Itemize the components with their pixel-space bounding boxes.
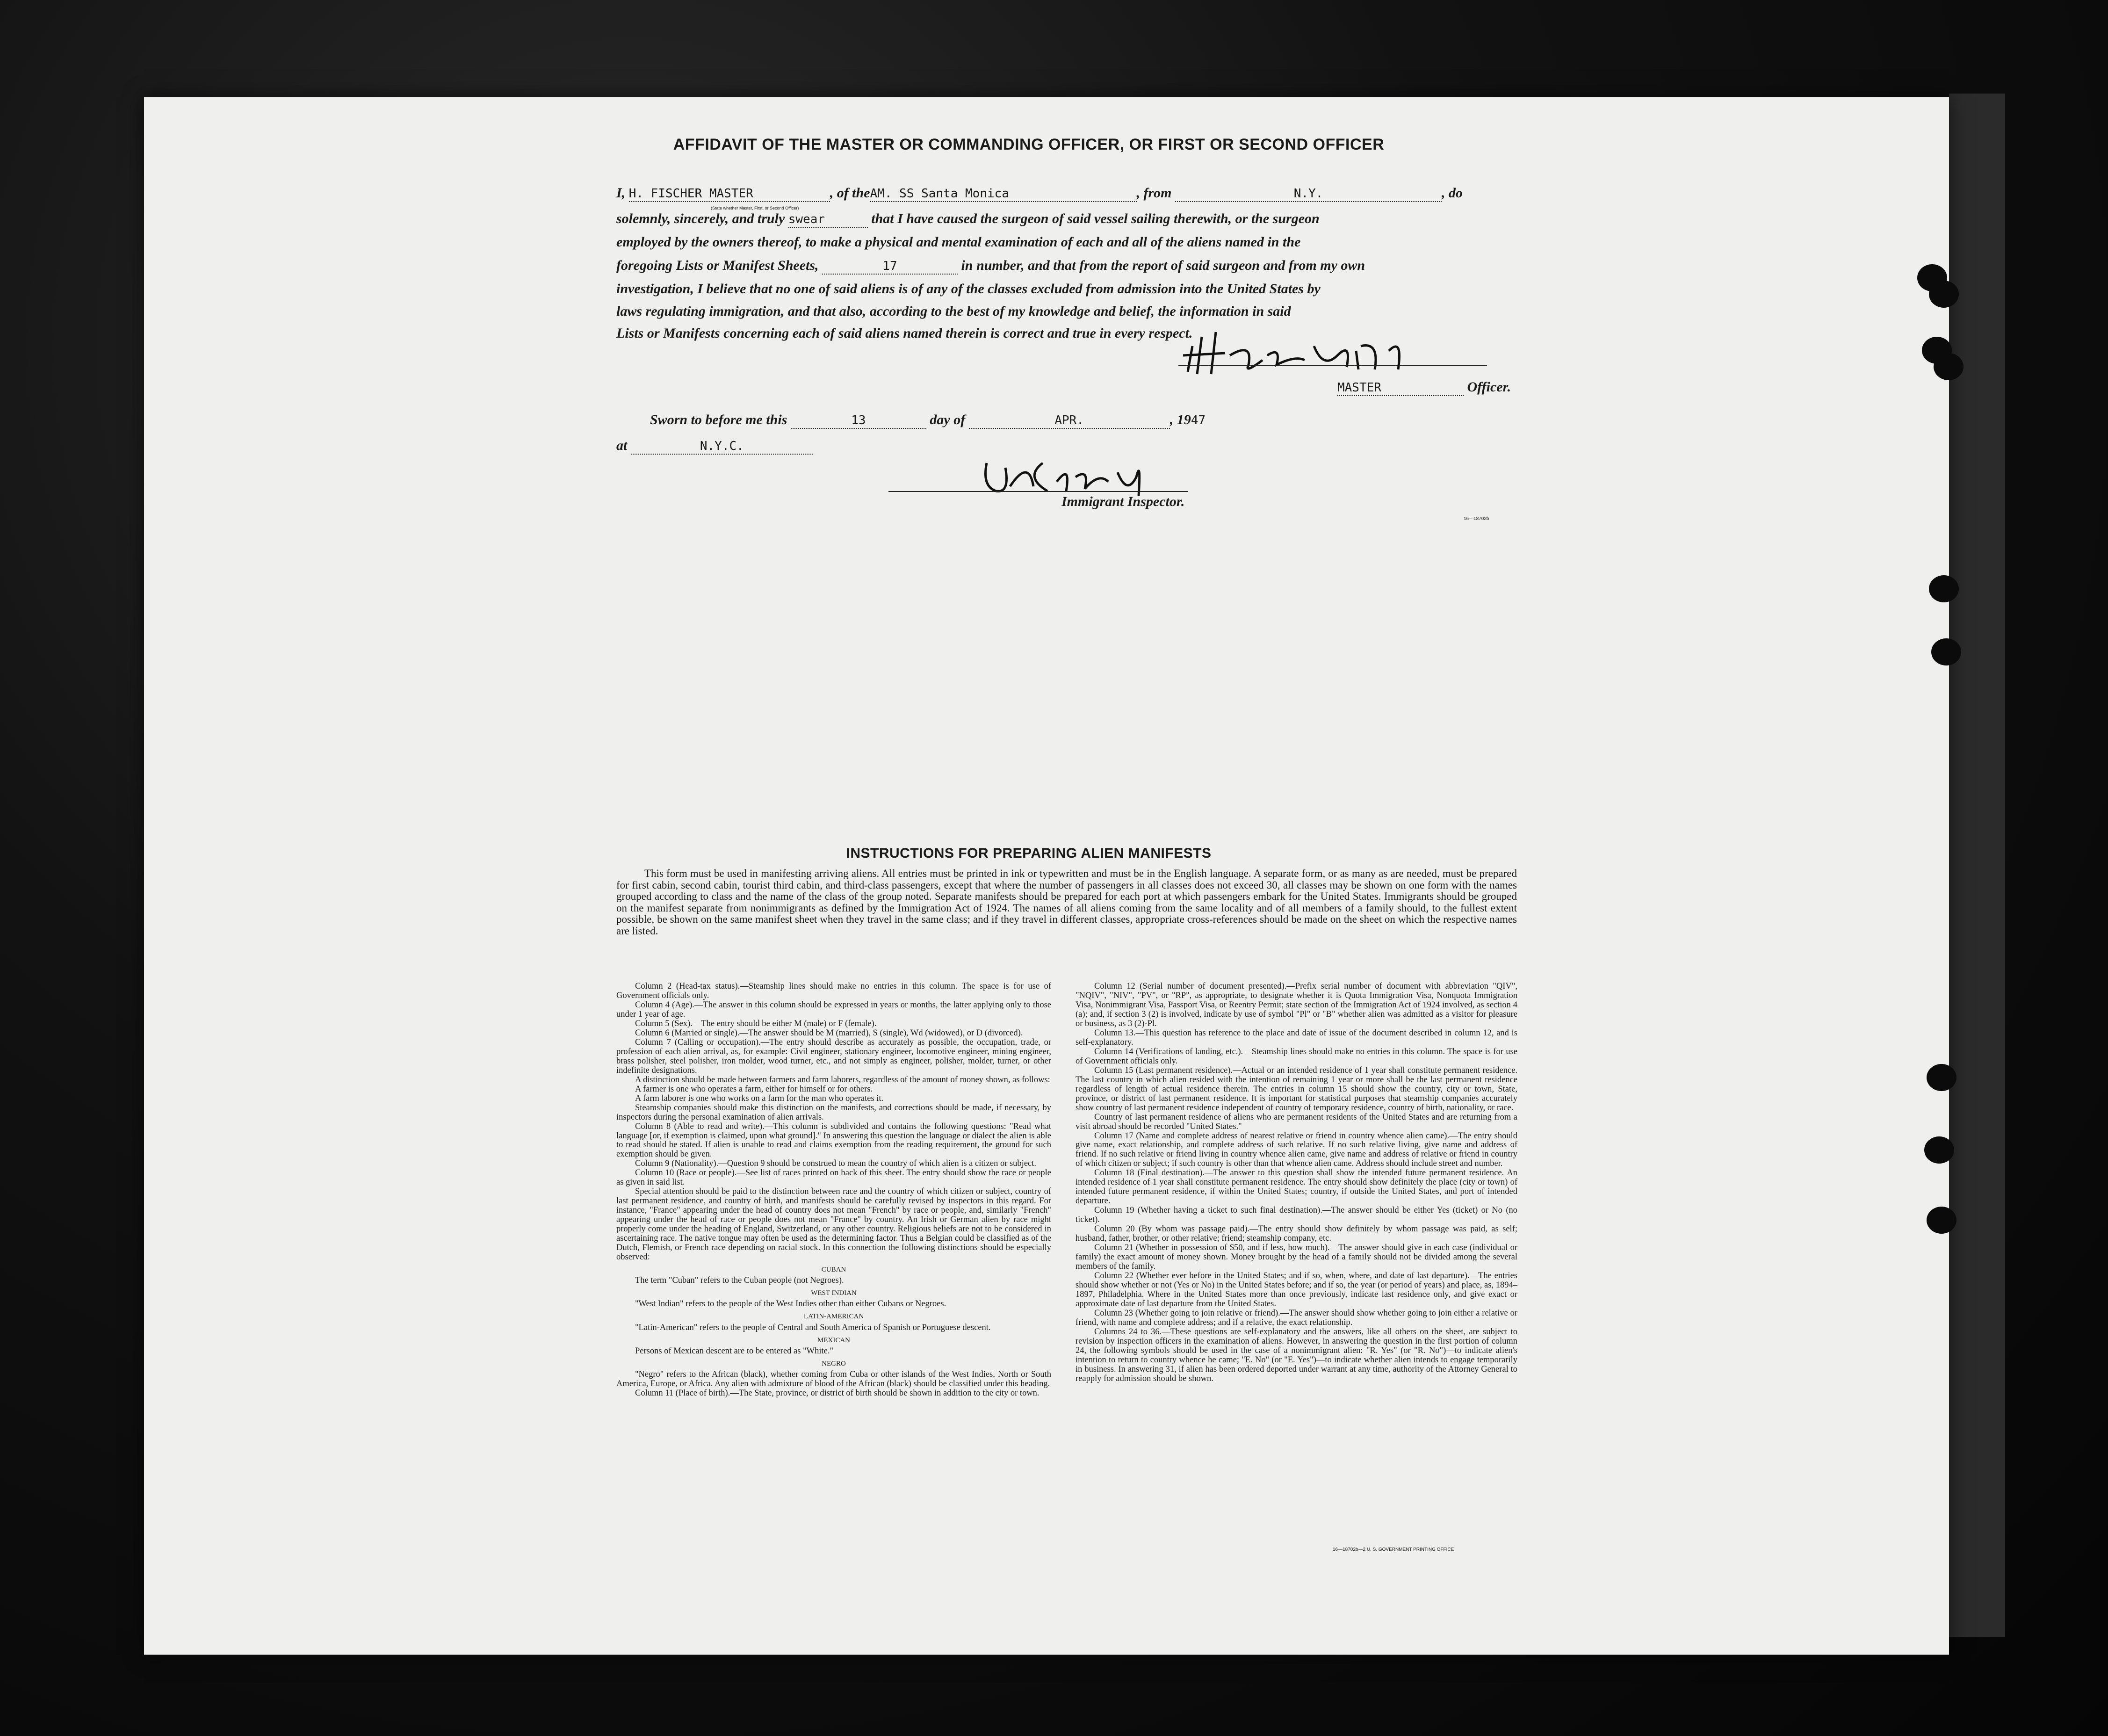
affidavit-line-6: laws regulating immigration, and that also, according to the best of my knowledge and belief, the information in said bbox=[616, 304, 1291, 319]
punch-hole bbox=[1924, 1136, 1954, 1164]
text: , 19 bbox=[1170, 412, 1191, 427]
sworn-line bbox=[650, 412, 1206, 429]
affidavit-line-5: investigation, I believe that no one of said aliens is of any of the classes excluded from admission into the United States by bbox=[616, 281, 1321, 297]
punch-hole bbox=[1927, 1207, 1956, 1234]
paragraph: A farmer is one who operates a farm, either for himself or for others. bbox=[635, 1084, 873, 1094]
affidavit-title: AFFIDAVIT OF THE MASTER OR COMMANDING OFFICER, OR FIRST OR SECOND OFFICER bbox=[673, 136, 1385, 153]
text: day of bbox=[930, 412, 966, 427]
heading-cuban: CUBAN bbox=[821, 1266, 846, 1274]
heading-west-indian: WEST INDIAN bbox=[811, 1289, 857, 1297]
paragraph: Column 14 (Verifications of landing, etc.).—Steamship lines should make no entries in this column. The space is for use of Government officials only. bbox=[1076, 1047, 1517, 1066]
instructions-title: INSTRUCTIONS FOR PREPARING ALIEN MANIFESTS bbox=[846, 846, 1212, 861]
affidavit-line-3: employed by the owners thereof, to make a physical and mental examination of each and all of the aliens named in the bbox=[616, 234, 1301, 250]
text: in number, and that from the report of said surgeon and from my own bbox=[961, 258, 1365, 273]
paragraph: Column 20 (By whom was passage paid).—The entry should show definitely by whom passage was paid, as self; husband, father, brother, or other relative; friend; steamship company, etc. bbox=[1076, 1224, 1517, 1244]
text: Sworn to before me this bbox=[650, 412, 787, 427]
paragraph: Column 17 (Name and complete address of nearest relative or friend in country whence alien came).—The entry should give name, exact relationship, and complete address of such relative. If no such relative living, give name and address of friend. If no such relative or friend living in country whence alien came, give name and address of relative or friend in country of which citizen or subject; if such country is other than that whence alien came. Address should include street and number. bbox=[1076, 1131, 1517, 1169]
heading-mexican: MEXICAN bbox=[817, 1336, 850, 1344]
form-number: 16—18702b bbox=[1464, 516, 1489, 521]
text: foregoing Lists or Manifest Sheets, bbox=[616, 258, 819, 273]
paragraph: Column 5 (Sex).—The entry should be either M (male) or F (female). bbox=[635, 1019, 877, 1028]
paragraph: Steamship companies should make this distinction on the manifests, and corrections should be made, if necessary, by inspectors during the personal examination of alien arrivals. bbox=[616, 1103, 1051, 1122]
paragraph: Columns 24 to 36.—These questions are self-explanatory and the answers, like all others on the sheet, are subject to revision by inspection officers in the examination of aliens. However, in answering the question in the first portion of column 24, the following symbols should be used in the case of a nonimmigrant alien: "R. Yes" (or "R. No")—to indicate alien's intention to return to country whence he came; "E. No" (or "E. Yes")—to indicate whether alien intends to engage temporarily in business. In answering 31, if alien has been ordered deported under warrant at any time, authority of the Attorney General to reapply for admission should be shown. bbox=[1076, 1327, 1517, 1383]
sworn-place-field: N.Y.C. bbox=[631, 439, 813, 455]
paragraph: "West Indian" refers to the people of the West Indies other than either Cubans or Negroes. bbox=[635, 1299, 946, 1309]
paragraph: Column 18 (Final destination).—The answer to this question shall show the intended future permanent residence. An intended residence of 1 year shall constitute permanent residence. The entry should show definitely the place (city or town) of intended future permanent residence, if within the United States; country, if outside the United States, and port of intended departure. bbox=[1076, 1168, 1517, 1206]
punch-hole bbox=[1934, 353, 1964, 380]
heading-latin-american: LATIN-AMERICAN bbox=[803, 1313, 864, 1321]
text: at bbox=[616, 438, 628, 453]
master-signature bbox=[1174, 327, 1496, 379]
text: , from bbox=[1136, 185, 1172, 201]
oath-type-field: swear bbox=[788, 212, 868, 228]
paragraph: Column 21 (Whether in possession of $50, and if less, how much).—The answer should give in each case (individual or family) the exact amount of money shown. Money brought by the head of a family should not be divided among the several members of the family. bbox=[1076, 1243, 1517, 1272]
paragraph: Column 23 (Whether going to join relative or friend).—The answer should show whether going to join either a relative or friend, with name and complete address; and if a relative, the exact relationship. bbox=[1076, 1308, 1517, 1327]
sworn-year-field: 47 bbox=[1191, 413, 1206, 427]
vessel-field: AM. SS Santa Monica bbox=[870, 187, 1137, 202]
affidavit-line-7: Lists or Manifests concerning each of said aliens named therein is correct and true in every respect. bbox=[616, 326, 1193, 341]
paragraph: Column 15 (Last permanent residence).—Actual or an intended residence of 1 year shall constitute permanent residence. The last country in which alien resided with the intention of remaining 1 year or more shall be the last permanent residence regardless of length of actual residence therein. The entries in column 15 should show the country, city or town, State, province, or district of last permanent residence. It is important for statistical purposes that steamship companies accurately show country of last permanent residence independent of country of temporary residence, country of birth, nationality, or race. bbox=[1076, 1065, 1517, 1113]
paragraph: Special attention should be paid to the distinction between race and the country of which citizen or subject, country of last permanent residence, and country of birth, and manifests should be carefully revised by inspectors in this regard. For instance, "France" appearing under the head of country does not mean "French" by race or people, and, similarly "French" appearing under the head of race or people does not mean "France" by country. An Irish or German alien by race might properly come under the heading of England, Switzerland, or any other country. Religious beliefs are not to be considered in ascertaining race. The native tongue may often be used as the determining factor. Thus a Belgian could be classified as of the Dutch, Flemish, or French race depending on racial stock. In this connection the following distinctions should be especially observed: bbox=[616, 1187, 1051, 1262]
paragraph: Country of last permanent residence of aliens who are permanent residents of the United States and are returning from a visit abroad should be recorded "United States." bbox=[1076, 1112, 1517, 1131]
officer-name-field: H. FISCHER MASTER bbox=[629, 187, 830, 202]
paragraph: Column 4 (Age).—The answer in this column should be expressed in years or months, the latter applying only to those under 1 year of age. bbox=[616, 1000, 1051, 1019]
punch-hole bbox=[1929, 281, 1959, 308]
sworn-place-line bbox=[616, 437, 813, 455]
paragraph: "Latin-American" refers to the people of Central and South America of Spanish or Portuguese descent. bbox=[635, 1323, 991, 1332]
paragraph: Persons of Mexican descent are to be entered as "White." bbox=[635, 1346, 834, 1356]
officer-title-field: MASTER bbox=[1337, 381, 1464, 396]
paragraph: Column 9 (Nationality).—Question 9 should be construed to mean the country of which alien is a citizen or subject. bbox=[635, 1159, 1037, 1169]
affidavit-line-1 bbox=[616, 185, 1463, 202]
paragraph: Column 2 (Head-tax status).—Steamship lines should make no entries in this column. The space is for use of Government officials only. bbox=[616, 982, 1051, 1000]
from-port-field: N.Y. bbox=[1175, 187, 1442, 202]
inspector-label: Immigrant Inspector. bbox=[1061, 494, 1185, 509]
text: , of the bbox=[830, 185, 870, 201]
sworn-month-field: APR. bbox=[969, 413, 1170, 429]
text: solemnly, sincerely, and truly bbox=[616, 211, 785, 226]
instructions-intro: This form must be used in manifesting arriving aliens. All entries must be printed in ink or typewritten and must be in the English language. A separate form, or as many as are needed, must be prepared for first cabin, second cabin, tourist third cabin, and third-class passengers, except that where the number of passengers in all classes does not exceed 30, all classes may be shown on one form with the names grouped according to class and the name of the class of the group noted. Separate manifests should be prepared for each port at which passengers embark for the United States. Immigrants should be grouped on the manifest separate from nonimmigrants as defined by the Immigration Act of 1924. The names of all aliens coming from the same locality and of all members of a family should, to the fullest extent possible, be shown on the same manifest sheet when they travel in the same class; and if they travel in different classes, appropriate cross-references should be made on the sheet on which the respective names are listed. bbox=[616, 868, 1517, 937]
paragraph: "Negro" refers to the African (black), whether coming from Cuba or other islands of the West Indies, North or South America, Europe, or Africa. Any alien with admixture of blood of the African (black) should be classified under this heading. bbox=[616, 1369, 1051, 1389]
paragraph: Column 8 (Able to read and write).—This column is subdivided and contains the following questions: "Read what language [or, if exemption is claimed, upon what ground]." In answering this question the language or dialect the alien is able to read should be stated. If alien is unable to read and claims exemption from the reading requirement, the ground for such exemption should be given. bbox=[616, 1121, 1052, 1159]
paragraph: Column 13.—This question has reference to the place and date of issue of the document described in column 12, and is self-explanatory. bbox=[1076, 1028, 1517, 1047]
affidavit-line-2 bbox=[616, 210, 1320, 228]
punch-hole bbox=[1931, 638, 1961, 665]
text: I, bbox=[616, 185, 626, 201]
paragraph: A distinction should be made between farmers and farm laborers, regardless of the amount of money shown, as follows: bbox=[635, 1075, 1050, 1085]
signature-line bbox=[1178, 365, 1487, 366]
paragraph: Column 22 (Whether ever before in the United States; and if so, when, where, and date of last departure).—The entries should show whether or not (Yes or No) in the United States before; and if so, the year (or period of years) and place, as, 1894–1897, Philadelphia. Where in the United States more than once previously, indicate last residence only, and give exact or approximate date of last departure from the United States. bbox=[1076, 1271, 1517, 1309]
officer-title-line bbox=[1337, 379, 1511, 396]
affidavit-line-4 bbox=[616, 257, 1365, 275]
paragraph: Column 6 (Married or single).—The answer should be M (married), S (single), Wd (widowed), or D (divorced). bbox=[635, 1028, 1023, 1038]
sheet-count-field: 17 bbox=[822, 259, 958, 275]
text: Officer. bbox=[1467, 379, 1511, 395]
printing-office-footer: 16—18702b—2 U. S. GOVERNMENT PRINTING OFFICE bbox=[1333, 1547, 1454, 1552]
paragraph: A farm laborer is one who works on a farm for the man who operates it. bbox=[635, 1093, 884, 1103]
punch-hole bbox=[1927, 1064, 1956, 1091]
inspector-line bbox=[888, 491, 1188, 492]
text: that I have caused the surgeon of said vessel sailing therewith, or the surgeon bbox=[871, 211, 1320, 226]
state-rank-note: (State whether Master, First, or Second Officer) bbox=[711, 206, 799, 210]
paper-edge bbox=[1949, 94, 2005, 1637]
paragraph: Column 7 (Calling or occupation).—The entry should describe as accurately as possible, the occupation, trade, or profession of each alien arrival, as, for example: Civil engineer, stationary engineer, locomotive engineer, mining engineer, brass polisher, steel polisher, iron molder, wood turner, etc., and not simply as engineer, polisher, molder, turner, or other indefinite designations. bbox=[616, 1037, 1051, 1075]
paragraph: Column 10 (Race or people).—See list of races printed on back of this sheet. The entry should show the race or people as given in said list. bbox=[616, 1168, 1051, 1187]
instructions-left-column bbox=[616, 982, 1051, 1398]
paragraph: Column 19 (Whether having a ticket to such final destination).—The answer should be either Yes (ticket) or No (no ticket). bbox=[1076, 1206, 1517, 1225]
inspector-signature bbox=[977, 449, 1174, 500]
text: , do bbox=[1442, 185, 1463, 201]
sworn-day-field: 13 bbox=[791, 413, 926, 429]
paragraph: Column 11 (Place of birth).—The State, province, or district of birth should be shown in addition to the city or town. bbox=[635, 1388, 1040, 1398]
heading-negro: NEGRO bbox=[822, 1360, 846, 1367]
paragraph: Column 12 (Serial number of document presented).—Prefix serial number of document with abbreviation "QIV", "NQIV", "NIV", "PV", or "RP", as appropriate, to designate whether it is Quota Immigration Visa, Nonquota Immigration Visa, Nonimmigrant Visa, Passport Visa, or Reentry Permit; state section of the Immigration Act of 1924 involved, as section 4 (a); and, if section 3 (2) is involved, indicate by use of symbol "Pl" or "B" whether alien was admitted as a visitor for pleasure or business, as 3 (2)-Pl. bbox=[1076, 982, 1517, 1028]
punch-hole bbox=[1929, 575, 1959, 602]
instructions-right-column bbox=[1076, 982, 1517, 1384]
paragraph: The term "Cuban" refers to the Cuban people (not Negroes). bbox=[635, 1276, 844, 1286]
